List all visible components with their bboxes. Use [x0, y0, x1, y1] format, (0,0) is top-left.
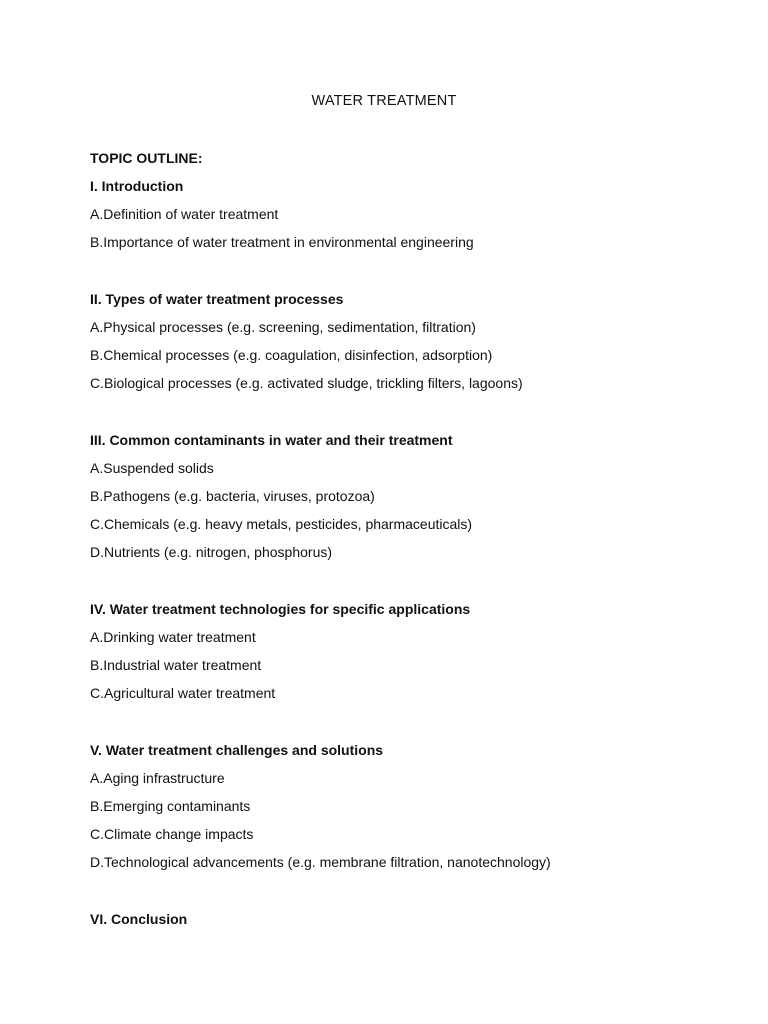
section-common-contaminants: [90, 426, 710, 566]
section-challenges-and-solutions: [90, 736, 710, 876]
outline-item: B.Emerging contaminants: [90, 798, 251, 814]
section-heading: VI. Conclusion: [90, 911, 188, 927]
outline-item: B.Industrial water treatment: [90, 657, 262, 673]
outline-item: B.Importance of water treatment in environmental engineering: [90, 234, 474, 250]
outline-item: A.Suspended solids: [90, 460, 214, 476]
outline-item: C.Biological processes (e.g. activated sludge, trickling filters, lagoons): [90, 375, 523, 391]
outline-item: C.Chemicals (e.g. heavy metals, pesticides, pharmaceuticals): [90, 516, 473, 532]
outline-item: C.Climate change impacts: [90, 826, 254, 842]
section-heading: I. Introduction: [90, 178, 184, 194]
outline-item: A.Aging infrastructure: [90, 770, 225, 786]
outline-item: A.Definition of water treatment: [90, 206, 279, 222]
section-introduction: [90, 172, 710, 256]
section-heading: III. Common contaminants in water and their treatment: [90, 432, 453, 448]
topic-outline-label: TOPIC OUTLINE:: [90, 150, 203, 166]
outline-item: D.Nutrients (e.g. nitrogen, phosphorus): [90, 544, 333, 560]
outline-item: A.Physical processes (e.g. screening, sedimentation, filtration): [90, 319, 476, 335]
section-heading: IV. Water treatment technologies for specific applications: [90, 601, 471, 617]
outline-item: B.Chemical processes (e.g. coagulation, disinfection, adsorption): [90, 347, 493, 363]
outline-item: C.Agricultural water treatment: [90, 685, 276, 701]
section-heading: V. Water treatment challenges and solutions: [90, 742, 384, 758]
outline-item: A.Drinking water treatment: [90, 629, 256, 645]
section-technologies: [90, 595, 710, 707]
section-types-of-processes: [90, 285, 710, 397]
outline-item: D.Technological advancements (e.g. membrane filtration, nanotechnology): [90, 854, 551, 870]
outline-item: B.Pathogens (e.g. bacteria, viruses, protozoa): [90, 488, 375, 504]
document-title: WATER TREATMENT: [311, 93, 457, 109]
section-heading: II. Types of water treatment processes: [90, 291, 344, 307]
section-conclusion: [90, 905, 710, 933]
